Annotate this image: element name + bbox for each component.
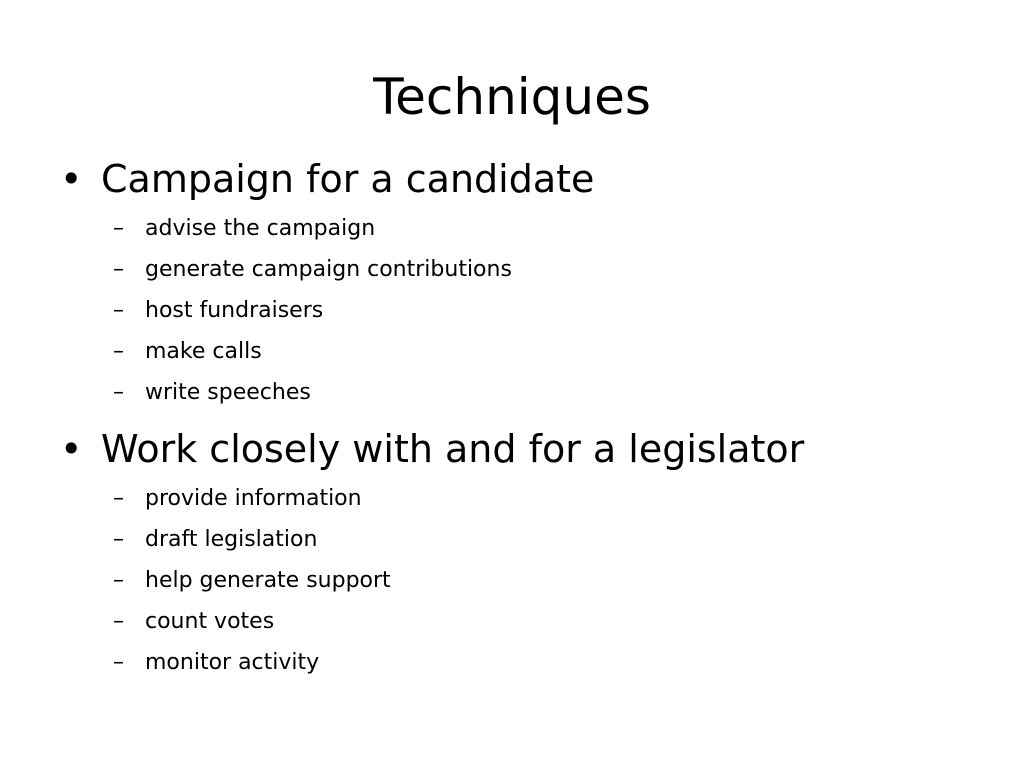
dash-icon: – — [113, 568, 124, 593]
dash-icon: – — [113, 257, 124, 282]
sub-bullet-make-calls — [113, 337, 262, 367]
sub-bullet-draft-legislation — [113, 525, 317, 555]
sub-bullet-help-generate-support — [113, 566, 391, 596]
bullet-heading: Campaign for a candidate — [101, 157, 595, 201]
sub-bullet-count-votes — [113, 607, 274, 637]
dash-icon: – — [113, 298, 124, 323]
sub-bullet-text: monitor activity — [145, 650, 320, 675]
sub-bullet-text: advise the campaign — [145, 216, 376, 241]
sub-bullet-text: count votes — [145, 609, 275, 634]
bullet-campaign-for-a-candidate — [60, 156, 594, 202]
sub-bullet-text: host fundraisers — [145, 298, 324, 323]
bullet-icon: • — [60, 157, 83, 201]
sub-bullet-text: provide information — [145, 486, 362, 511]
dash-icon: – — [113, 486, 124, 511]
dash-icon: – — [113, 380, 124, 405]
sub-bullet-text: generate campaign contributions — [145, 257, 512, 282]
sub-bullet-generate-campaign-contributions — [113, 255, 512, 285]
dash-icon: – — [113, 527, 124, 552]
bullet-heading: Work closely with and for a legislator — [101, 427, 805, 471]
bullet-work-closely-with-legislator — [60, 426, 804, 472]
dash-icon: – — [113, 216, 124, 241]
sub-bullet-write-speeches — [113, 378, 311, 408]
sub-bullet-text: draft legislation — [145, 527, 318, 552]
sub-bullet-text: make calls — [145, 339, 262, 364]
sub-bullet-advise-the-campaign — [113, 214, 375, 244]
dash-icon: – — [113, 650, 124, 675]
dash-icon: – — [113, 609, 124, 634]
slide-title: Techniques — [373, 68, 651, 126]
sub-bullet-provide-information — [113, 484, 362, 514]
sub-bullet-text: help generate support — [145, 568, 391, 593]
sub-bullet-text: write speeches — [145, 380, 311, 405]
dash-icon: – — [113, 339, 124, 364]
bullet-icon: • — [60, 427, 83, 471]
sub-bullet-monitor-activity — [113, 648, 319, 678]
sub-bullet-host-fundraisers — [113, 296, 323, 326]
